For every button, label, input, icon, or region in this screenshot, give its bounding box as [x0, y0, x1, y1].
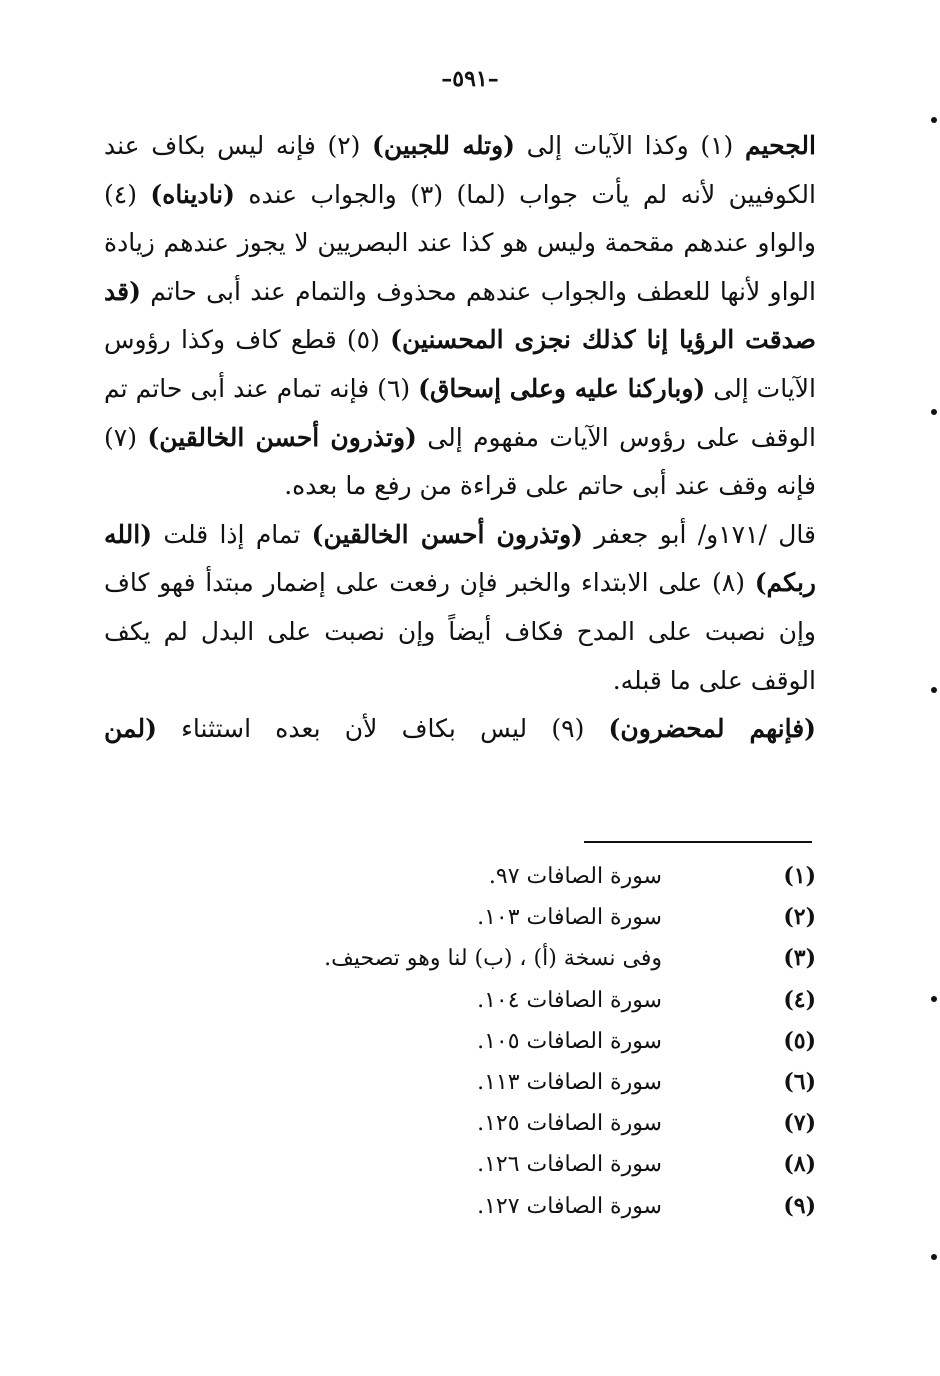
footnote-number: (٥): [783, 1027, 816, 1054]
quran-quote: (وباركنا عليه وعلى إسحاق): [418, 373, 706, 403]
text-segment: (٩) ليس بكاف لأن بعده استثناء: [156, 714, 609, 744]
scan-speck: [931, 1254, 937, 1260]
footnote-number: (١): [783, 863, 816, 889]
footnote-number: (٨): [783, 1151, 816, 1178]
scan-speck: [931, 687, 937, 693]
quran-quote: الجحيم: [744, 131, 816, 160]
text-segment: تمام إذا قلت: [152, 519, 312, 549]
footnote-text: سورة الصافات ١٢٥.: [477, 1111, 662, 1137]
text-segment: (١) وكذا الآيات إلى: [514, 131, 745, 160]
main-text: [104, 122, 816, 754]
quran-quote: (وتذرون أحسن الخالقين): [147, 422, 417, 452]
footnote-number: (٧): [783, 1110, 816, 1137]
scan-speck: [931, 117, 937, 123]
footnote-text: سورة الصافات ١٢٧.: [477, 1193, 662, 1219]
footnote-text: سورة الصافات ١٠٥.: [477, 1028, 662, 1054]
paragraph: [104, 122, 816, 511]
text-segment: (٤) والواو عندهم مقحمة وليس هو كذا عند البصريين لا يجوز عندهم زيادة الواو لأنها للعطف والجواب عندهم محذوف والتمام عند أبى حاتم: [104, 179, 816, 306]
footnote-number: (٦): [783, 1068, 816, 1095]
footnote-separator: [584, 841, 812, 843]
text-segment: (٧) فإنه وقف عند أبى حاتم على قراءة من رفع ما بعده.: [104, 422, 816, 501]
footnotes: [260, 856, 816, 1227]
paragraph: [104, 705, 816, 754]
footnote-text: سورة الصافات ١٠٣.: [477, 905, 662, 931]
footnote-text: وفى نسخة (أ) ، (ب) لنا وهو تصحيف.: [324, 946, 662, 972]
scan-speck: [931, 409, 937, 415]
footnote-text: سورة الصافات ٩٧.: [488, 864, 662, 889]
text-segment: قال /١٧١و/ أبو جعفر: [583, 519, 816, 549]
text-segment: (٨) على الابتداء والخبر فإن رفعت على إضمار مبتدأ فهو كاف وإن نصبت على المدح فكاف أيضاً وإن نصبت على البدل لم يكف الوقف على ما قبله.: [104, 568, 816, 695]
footnote-number: (٩): [783, 1192, 816, 1219]
footnote-number: (٢): [783, 904, 816, 931]
quran-quote: (فإنهم لمحضرون): [608, 714, 816, 744]
footnote-item: [260, 1186, 816, 1227]
quran-quote: (ناديناه): [150, 179, 235, 209]
footnote-item: [260, 1103, 816, 1144]
text-segment: (٥) قطع كاف وكذا رؤوس الآيات إلى: [104, 325, 816, 403]
footnote-number: (٤): [783, 986, 816, 1013]
quran-quote: (لمن: [104, 714, 157, 744]
footnote-text: سورة الصافات ١١٣.: [477, 1069, 662, 1095]
footnote-item: [260, 1062, 816, 1103]
footnote-item: [260, 1021, 816, 1062]
footnote-text: سورة الصافات ١٢٦.: [477, 1152, 662, 1178]
footnote-item: [260, 1144, 816, 1185]
footnote-item: [260, 938, 816, 979]
paragraph: [104, 511, 816, 705]
quran-quote: (قد صدقت الرؤيا إنا كذلك نجزى المحسنين): [104, 276, 817, 355]
scan-speck: [931, 996, 937, 1002]
quran-quote: (وتله للجبين): [372, 131, 515, 160]
text-segment: (٢) فإنه ليس بكاف عند الكوفيين لأنه لم يأت جواب (لما) (٣) والجواب عنده: [104, 131, 816, 209]
footnote-item: [260, 856, 816, 897]
footnote-item: [260, 897, 816, 938]
quran-quote: (وتذرون أحسن الخالقين): [311, 519, 583, 549]
quran-quote: (الله ربكم): [104, 519, 817, 598]
page-number: –٥٩١–: [441, 66, 499, 92]
footnote-number: (٣): [783, 945, 816, 972]
footnote-text: سورة الصافات ١٠٤.: [477, 987, 662, 1013]
footnote-item: [260, 980, 816, 1021]
text-segment: (٦) فإنه تمام عند أبى حاتم تم الوقف على رؤوس الآيات مفهوم إلى: [104, 373, 816, 452]
